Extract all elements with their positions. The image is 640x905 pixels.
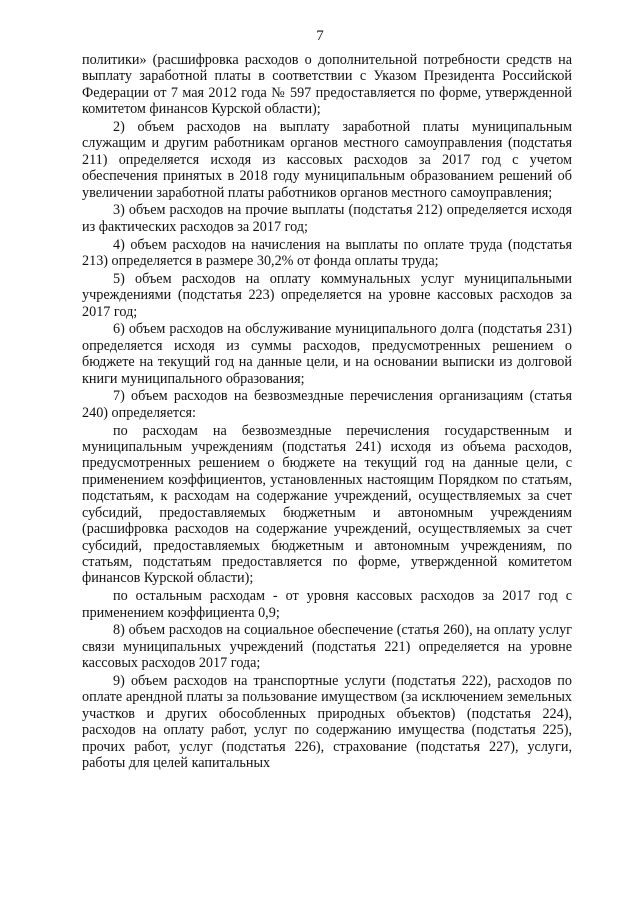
paragraph-item-8: 8) объем расходов на социальное обеспечение (статья 260), на оплату услуг связи муниципальных учреждений (подстатья 221) определяется на уровне кассовых расходов 2017 года; — [82, 622, 572, 672]
document-body — [82, 52, 572, 773]
paragraph-item-4: 4) объем расходов на начисления на выплаты по оплате труда (подстатья 213) определяется в размере 30,2% от фонда оплаты труда; — [82, 236, 572, 270]
paragraph-item-2: 2) объем расходов на выплату заработной платы муниципальным служащим и другим работникам органов местного самоуправления (подстатья 211) определяется исходя из кассовых расходов за 2017 год с учетом обеспечения принятых в 2018 году муниципальным образованием решений об увеличении заработной платы работников органов местного самоуправления; — [82, 119, 572, 201]
paragraph-item-3: 3) объем расходов на прочие выплаты (подстатья 212) определяется исходя из фактических расходов за 2017 год; — [82, 202, 572, 235]
page-number: 7 — [316, 28, 324, 44]
paragraph-item-9: 9) объем расходов на транспортные услуги (подстатья 222), расходов по оплате арендной платы за пользование имуществом (за исключением земельных участков и других обособленных природных объектов) (подстатья 224), расходов на оплату работ, услуг по содержанию имущества (подстатья 225), прочих работ, услуг (подстатья 226), страхование (подстатья 227), услуги, работы для целей капитальных — [82, 672, 572, 771]
paragraph-continuation: политики» (расшифровка расходов о дополнительной потребности средств на выплату заработной платы в соответствии с Указом Президента Российской Федерации от 7 мая 2012 года № 597 предоставляется по форме, утвержденной комитетом финансов Курской области); — [82, 52, 572, 118]
paragraph-item-7-subitem-1: по расходам на безвозмездные перечисления государственным и муниципальным учреждениям (подстатья 241) исходя из объема расходов, предусмотренных решением о бюджете на текущий год на данные цели, с применением коэффициентов, установленных настоящим Порядком по статьям, подстатьям, к расходам на содержание учреждений, осуществляемых за счет субсидий, предоставляемых бюджетным и автономным учреждениям (расшифровка расходов на содержание учреждений, осуществляемых за счет субсидий, предоставляемых бюджетным и автономным учреждениям, по статьям, подстатьям предоставляется по форме, утвержденной комитетом финансов Курской области); — [82, 422, 572, 587]
paragraph-item-5: 5) объем расходов на оплату коммунальных услуг муниципальными учреждениями (подстатья 223) определяется на уровне кассовых расходов за 2017 год; — [82, 270, 572, 320]
paragraph-item-7-subitem-2: по остальным расходам - от уровня кассовых расходов за 2017 год с применением коэффициента 0,9; — [82, 588, 572, 621]
paragraph-item-7: 7) объем расходов на безвозмездные перечисления организациям (статья 240) определяется: — [82, 388, 572, 421]
paragraph-item-6: 6) объем расходов на обслуживание муниципального долга (подстатья 231) определяется исходя из суммы расходов, предусмотренных решением о бюджете на текущий год на данные цели, и на основании выписки из долговой книги муниципального образования; — [82, 321, 572, 387]
